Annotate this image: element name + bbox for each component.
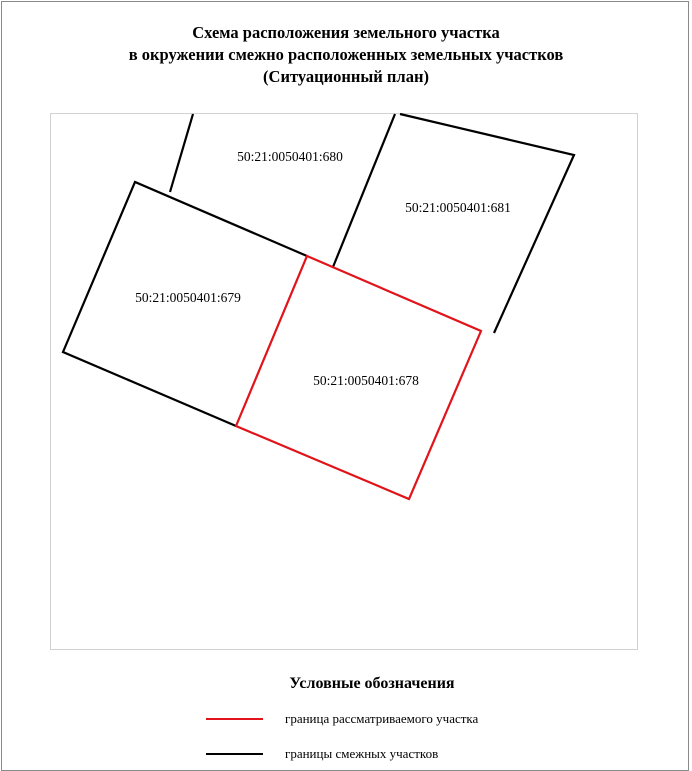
parcel-681-label: 50:21:0050401:681 xyxy=(405,200,511,215)
title-line-3: (Ситуационный план) xyxy=(263,67,429,86)
title-line-2: в окружении смежно расположенных земельных участков xyxy=(128,45,564,64)
legend-item-subject xyxy=(206,709,478,729)
legend-item-adjacent xyxy=(206,744,438,764)
legend-item-subject-label: граница рассматриваемого участка xyxy=(285,711,479,726)
title-line-1: Схема расположения земельного участка xyxy=(192,23,500,42)
parcel-680-label: 50:21:0050401:680 xyxy=(237,149,343,164)
parcel-681-boundary xyxy=(400,114,574,333)
parcel-680-boundary-right xyxy=(333,114,395,267)
parcel-680-boundary xyxy=(170,114,193,192)
parcel-678-label: 50:21:0050401:678 xyxy=(313,373,419,388)
legend-title: Условные обозначения xyxy=(289,675,455,692)
parcel-679-label: 50:21:0050401:679 xyxy=(135,290,241,305)
legend-red-line-swatch xyxy=(206,718,263,720)
legend-black-line-swatch xyxy=(206,753,263,755)
legend-item-adjacent-label: границы смежных участков xyxy=(285,746,439,761)
